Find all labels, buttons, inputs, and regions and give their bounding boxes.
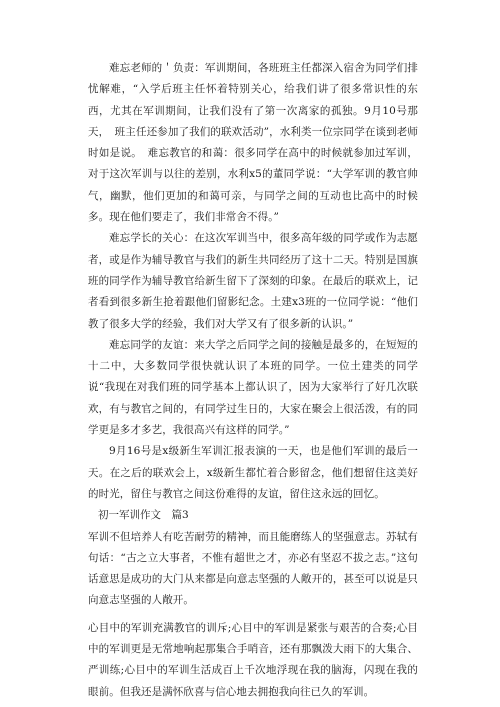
paragraph-expectation: 心目中的军训充满教官的训斥;心目中的军训是紧张与艰苦的合奏;心目中的军训更是无常地响起那集合手哨音，还有那飘泼大雨下的大集合、严训练;心目中的军训生活成百上千次地浮现在我的脑海，闪现在我的眼前。但我还是满怀欣喜与信心地去拥抱我向往已久的军训。 <box>88 621 418 698</box>
paragraph-willpower: 军训不但培养人有吃苦耐劳的精神，而且能磨练人的坚强意志。苏轼有句话：“古之立大事者，不惟有超世之才，亦必有坚忍不拔之志。”这句话意思是成功的大门从来都是向意志坚强的人敞开的，甚至可以说是只向意志坚强的人敞开。 <box>88 530 418 607</box>
section-heading: 初一军训作文 篇3 <box>98 509 189 522</box>
paragraph-instructor-care: 难忘老师的＇负责：军训期间，各班班主任都深入宿舍为同学们排忧解难，“入学后班主任怀着特别关心，给我们讲了很多常识性的东西，尤其在军训期间，让我们没有了第一次离家的孤独。9月10号那天， 班主任还参加了我们的联欢活动”，水利类一位宗同学在谈到老师时如是说。 难忘教官的和蔼：很多同学在高中的时候就参加过军训，对于这次军训与以往的差别，水利x5的董同学说：“大学军训的教官帅气，幽默，他们更加的和蔼可亲，与同学之间的互动也比高中的时候多。现在他们要走了，我们非常舍不得。” <box>88 62 418 224</box>
paragraph-classmate-friendship: 难忘同学的友谊：来大学之后同学之间的接触是最多的，在短短的十二中，大多数同学很快就认识了本班的同学。一位土建类的同学说“我现在对我们班的同学基本上都认识了，因为大家举行了好几次联欢，有与教官之间的，有同学过生日的，大家在聚会上很活泼，有的同学更是多才多艺，我很高兴有这样的同学。” <box>88 338 418 437</box>
document-body <box>88 58 418 703</box>
paragraph-senior-care: 难忘学长的关心：在这次军训当中，很多高年级的同学或作为志愿者，或是作为辅导教官与我们的新生共同经历了这十二天。特别是国旗班的同学作为辅导教官给新生留下了深刻的印象。在最后的联欢上，记者看到很多新生抢着跟他们留影纪念。土建x3班的一位同学说：“他们教了很多大学的经验，我们对大学又有了很多新的认识。” <box>88 232 418 330</box>
paragraph-final-day: 9月16号是x级新生军训汇报表演的一天，也是他们军训的最后一天。在之后的联欢会上，x级新生都忙着合影留念，他们想留住这美好的时光，留住与教官之间这份难得的友谊，留住这永远的回忆。 <box>88 445 418 500</box>
